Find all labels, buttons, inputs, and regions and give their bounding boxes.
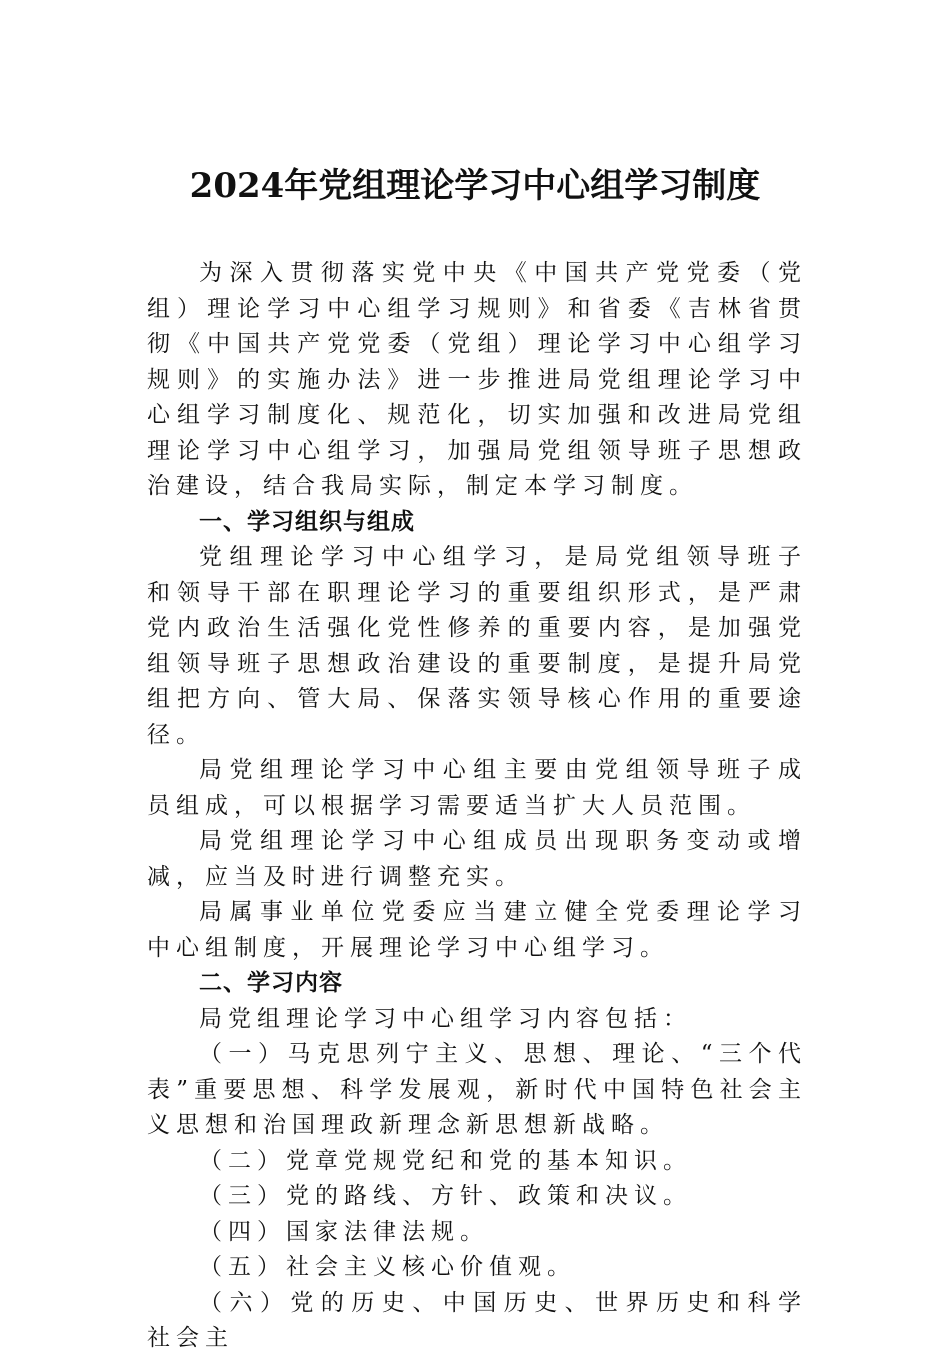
list-item: （五）社会主义核心价值观。 — [199, 1254, 576, 1280]
section-2-lead: 局党组理论学习中心组学习内容包括： — [199, 1005, 692, 1032]
section-1-paragraph-2: 局党组理论学习中心组主要由党组领导班子成员组成，可以根据学习需要适当扩大人员范围。 — [147, 757, 807, 819]
document-body — [147, 256, 807, 1357]
section-1-heading: 一、学习组织与组成 — [199, 508, 415, 535]
list-item: （二）党章党规党纪和党的基本知识。 — [199, 1147, 692, 1174]
list-item: （六）党的历史、中国历史、世界历史和科学社会主 — [147, 1289, 807, 1351]
section-1-paragraph-4: 局属事业单位党委应当建立健全党委理论学习中心组制度，开展理论学习中心组学习。 — [147, 899, 807, 961]
document-title: 2024年党组理论学习中心组学习制度 — [189, 166, 761, 206]
section-1-paragraph-3: 局党组理论学习中心组成员出现职务变动或增减，应当及时进行调整充实。 — [147, 828, 807, 890]
intro-paragraph: 为深入贯彻落实党中央《中国共产党党委（党组）理论学习中心组学习规则》和省委《吉林省贯彻《中国共产党党委（党组）理论学习中心组学习规则》的实施办法》进一步推进局党组理论学习中心组学习制度化、规范化，切实加强和改进局党组理论学习中心组学习，加强局党组领导班子思想政治建设，结合我局实际，制定本学习制度。 — [147, 260, 807, 499]
list-item: （一）马克思列宁主义、思想、理论、“三个代表”重要思想、科学发展观，新时代中国特色社会主义思想和治国理政新理念新思想新战略。 — [147, 1041, 807, 1138]
list-item: （三）党的路线、方针、政策和决议。 — [199, 1183, 692, 1209]
section-1-paragraph-1: 党组理论学习中心组学习，是局党组领导班子和领导干部在职理论学习的重要组织形式，是严肃党内政治生活强化党性修养的重要内容，是加强党组领导班子思想政治建设的重要制度，是提升局党组把方向、管大局、保落实领导核心作用的重要途径。 — [147, 544, 807, 748]
section-2-heading: 二、学习内容 — [199, 970, 343, 996]
list-item: （四）国家法律法规。 — [199, 1218, 489, 1245]
